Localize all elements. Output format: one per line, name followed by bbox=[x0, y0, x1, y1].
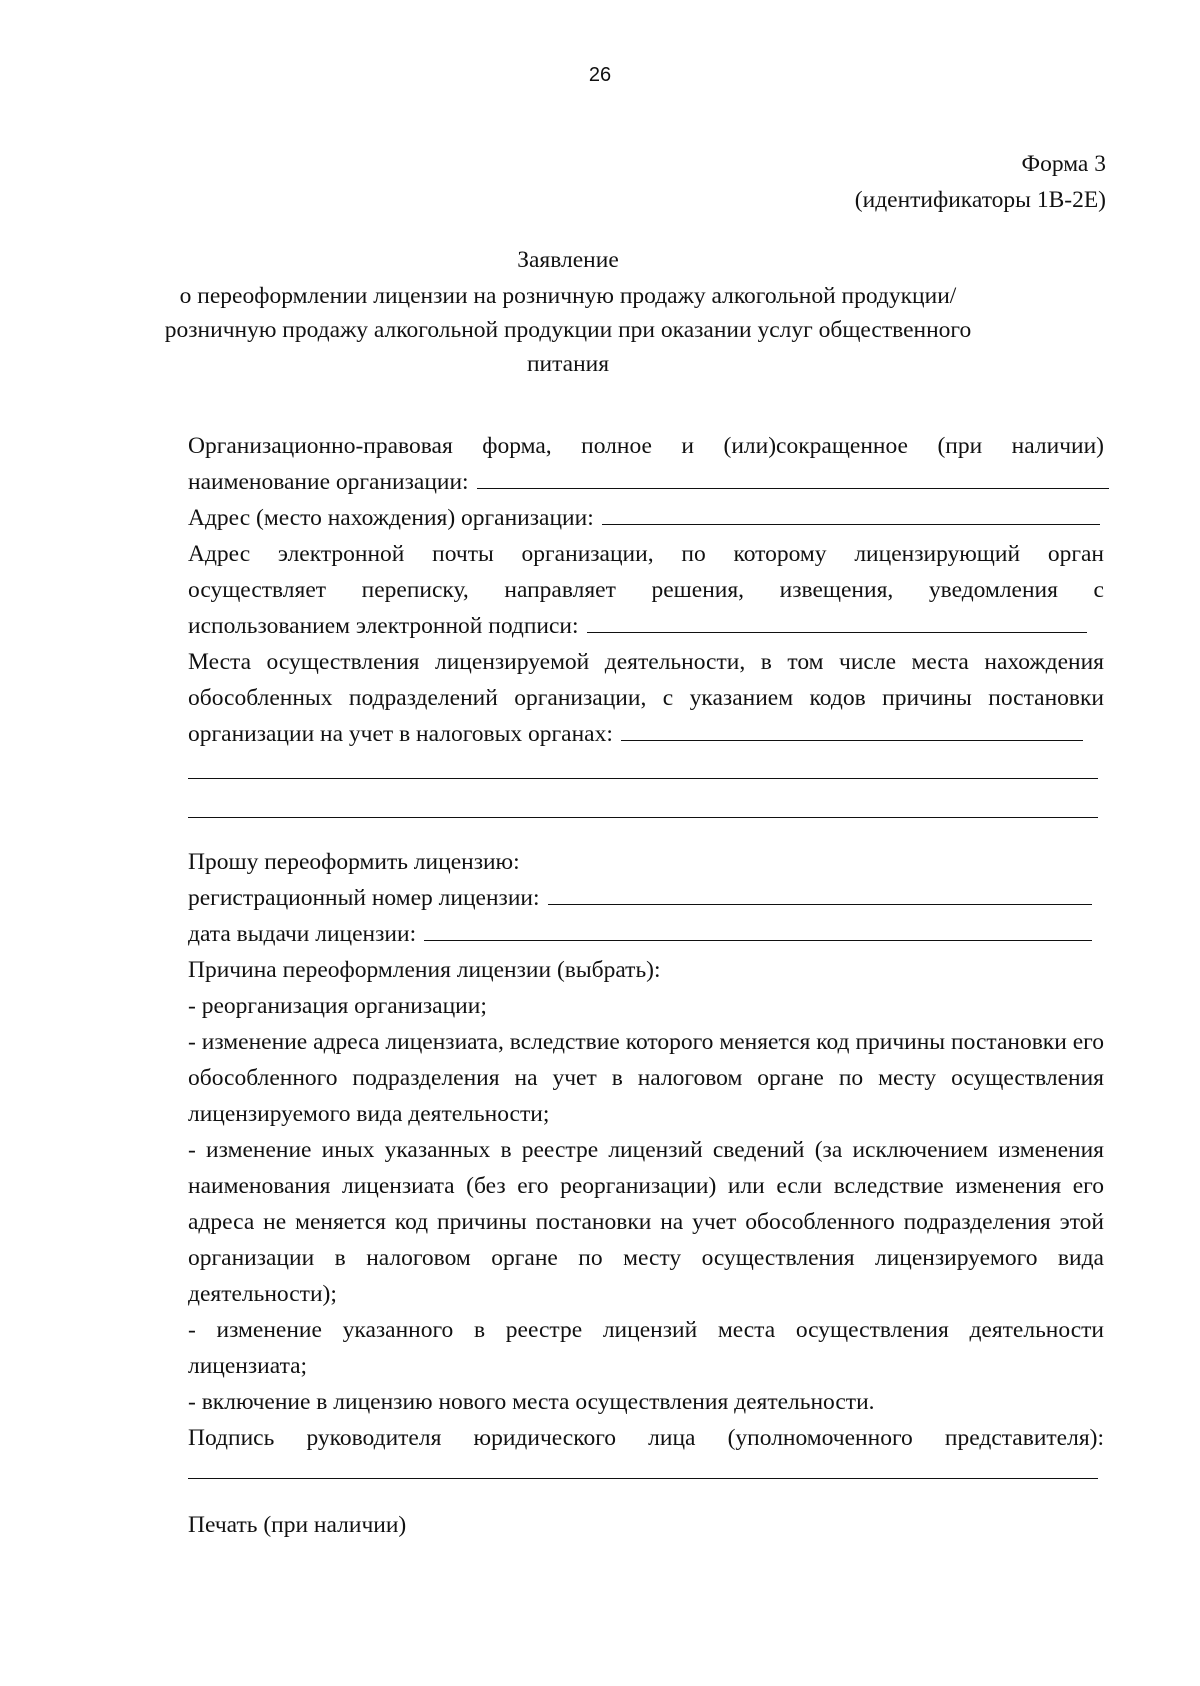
issue-date-field[interactable] bbox=[188, 916, 1104, 952]
places-label-2: обособленных подразделений организации, с указанием кодов причины постановки bbox=[188, 685, 1104, 711]
signature-label: Подпись руководителя юридического лица (уполномоченного представителя): bbox=[188, 1425, 1104, 1451]
email-label-2: осуществляет переписку, направляет решения, извещения, уведомления с bbox=[188, 577, 1104, 603]
places-extra-line-2[interactable] bbox=[188, 791, 1098, 818]
document-title bbox=[150, 243, 986, 381]
page-number: 26 bbox=[588, 64, 612, 86]
address-blank[interactable] bbox=[602, 504, 1100, 525]
reason-item[interactable]: - изменение указанного в реестре лицензий места осуществления деятельности лицензиата; bbox=[188, 1317, 1104, 1379]
address-label: Адрес (место нахождения) организации: bbox=[188, 505, 594, 531]
reg-number-field[interactable] bbox=[188, 880, 1104, 916]
form-identifiers: (идентификаторы 1В-2Е) bbox=[854, 187, 1106, 213]
email-label-1: Адрес электронной почты организации, по которому лицензирующий орган bbox=[188, 541, 1104, 567]
title-line-3: питания bbox=[526, 351, 610, 377]
reg-number-label: регистрационный номер лицензии: bbox=[188, 885, 540, 911]
reason-item[interactable]: - включение в лицензию нового места осуществления деятельности. bbox=[188, 1389, 875, 1415]
request-intro: Прошу переоформить лицензию: bbox=[188, 849, 520, 875]
form-name: Форма 3 bbox=[1021, 151, 1106, 177]
places-blank[interactable] bbox=[621, 720, 1083, 741]
title-line-2: розничную продажу алкогольной продукции при оказании услуг общественного bbox=[164, 317, 972, 343]
email-label-3: использованием электронной подписи: bbox=[188, 613, 579, 639]
places-label-3: организации на учет в налоговых органах: bbox=[188, 721, 613, 747]
places-field[interactable] bbox=[188, 716, 1104, 752]
places-label-1: Места осуществления лицензируемой деятельности, в том числе места нахождения bbox=[188, 649, 1104, 675]
form-body bbox=[188, 428, 1104, 1543]
stamp-label: Печать (при наличии) bbox=[188, 1512, 407, 1538]
issue-date-label: дата выдачи лицензии: bbox=[188, 921, 417, 947]
org-name-label-1: Организационно-правовая форма, полное и (или)сокращенное (при наличии) bbox=[188, 433, 1104, 459]
email-blank[interactable] bbox=[587, 612, 1087, 633]
places-extra-line-1[interactable] bbox=[188, 752, 1098, 779]
reason-title: Причина переоформления лицензии (выбрать): bbox=[188, 957, 661, 983]
title-heading: Заявление bbox=[517, 247, 619, 273]
reg-number-blank[interactable] bbox=[548, 884, 1092, 905]
org-name-field[interactable] bbox=[188, 464, 1104, 500]
reason-item[interactable]: - реорганизация организации; bbox=[188, 993, 487, 1019]
email-field[interactable] bbox=[188, 608, 1104, 644]
issue-date-blank[interactable] bbox=[424, 920, 1092, 941]
address-field[interactable] bbox=[188, 500, 1104, 536]
org-name-label-2: наименование организации: bbox=[188, 469, 469, 495]
signature-line[interactable] bbox=[188, 1456, 1098, 1479]
org-name-blank[interactable] bbox=[477, 468, 1109, 489]
reason-item[interactable]: - изменение адреса лицензиата, вследствие которого меняется код причины постановки его обособленного подразделения на учет в налоговом органе по месту осуществления лицензируемого вида деятельности; bbox=[188, 1029, 1104, 1127]
reason-item[interactable]: - изменение иных указанных в реестре лицензий сведений (за исключением изменения наименования лицензиата (без его реорганизации) или если вследствие изменения его адреса не меняется код причины постановки на учет обособленного подразделения этой организации в налоговом органе по месту осуществления лицензируемого вида деятельности); bbox=[188, 1137, 1104, 1307]
title-line-1: о переоформлении лицензии на розничную продажу алкогольной продукции/ bbox=[179, 283, 957, 309]
form-identifier bbox=[855, 146, 1106, 218]
